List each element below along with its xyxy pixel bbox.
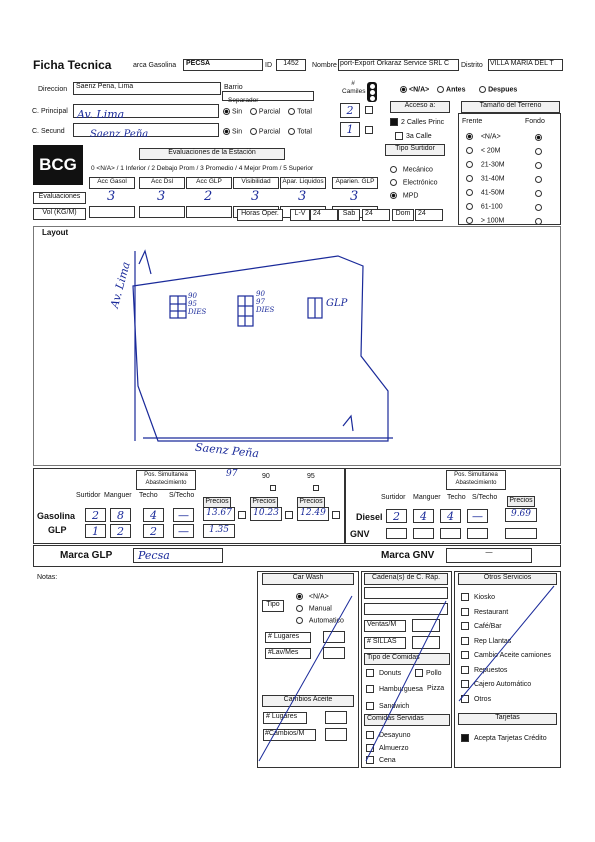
eval-col-header: Aparien. GLP: [332, 177, 378, 189]
carwash-lavmes-label: #Lav/Mes: [265, 648, 311, 659]
vol-field[interactable]: [139, 206, 185, 218]
glp-cell[interactable]: —: [173, 524, 194, 538]
c-secund-check[interactable]: [365, 126, 373, 134]
marca-gnv-field[interactable]: —: [446, 548, 532, 563]
notas-label: Notas:: [37, 574, 58, 581]
camiles-label: # Camiles: [342, 80, 366, 95]
traffic-light-icon: [367, 82, 377, 102]
precios-header: Precios: [203, 497, 231, 508]
eval-col-header: Visibilidad: [233, 177, 279, 189]
otros-item-label: Cajero Automático: [473, 680, 532, 688]
terreno-row[interactable]: [466, 161, 505, 168]
comida-hamburguesa[interactable]: Hamburguesa: [366, 685, 423, 693]
radio-sin[interactable]: [223, 108, 230, 115]
servida-almuerzo[interactable]: Almuerzo: [366, 744, 409, 752]
tipo-electronico[interactable]: Electrónico: [390, 179, 438, 186]
otros-strike: [454, 571, 559, 766]
eval-col-header: Acc GLP: [186, 177, 232, 189]
carwash-header: Car Wash: [262, 573, 354, 585]
otros-item-label: Repuestos: [473, 666, 508, 674]
diesel-col-header: S/Techo: [472, 494, 498, 501]
gasolina-precio[interactable]: 13.67: [203, 507, 235, 521]
grade-90: 90: [262, 473, 270, 480]
precios-header: Precios: [297, 497, 325, 508]
street-av-lima: Av. Lima: [108, 260, 133, 310]
radio-frente[interactable]: [466, 217, 473, 224]
arrow-north-1: [139, 251, 151, 274]
terreno-row[interactable]: [466, 133, 501, 140]
gnv-cell[interactable]: [440, 528, 461, 539]
c-principal-check[interactable]: [365, 106, 373, 114]
checkbox-3acalle[interactable]: [395, 132, 403, 140]
radio-total[interactable]: [288, 108, 295, 115]
gasolina-cell[interactable]: 4: [143, 508, 164, 522]
radio-frente[interactable]: [466, 175, 473, 182]
radio-frente[interactable]: [466, 203, 473, 210]
pump-2-labels: 90 97 DIES: [256, 290, 275, 314]
evaluaciones-header: Evaluaciones de la Estación: [139, 148, 285, 160]
gnv-cell[interactable]: [413, 528, 434, 539]
radio-fondo[interactable]: [535, 148, 542, 155]
layout-title: Layout: [42, 228, 69, 237]
cadena-header: Cadena(s) de C. Ráp.: [364, 573, 448, 585]
pos-sim-diesel: Pos. Simultanea Abastecimiento: [446, 470, 506, 490]
c-secund-field[interactable]: [73, 123, 219, 140]
comidas-servidas-header: Comidas Servidas: [364, 714, 450, 726]
gasolina-precio[interactable]: 12.49: [297, 507, 329, 521]
diesel-cell[interactable]: —: [467, 509, 488, 523]
radio-antes[interactable]: [437, 86, 444, 93]
marca-glp-field[interactable]: Pecsa: [133, 548, 223, 563]
radio-frente[interactable]: [466, 133, 473, 140]
ventas-label: Ventas/M: [364, 620, 406, 632]
terreno-option-label: > 100M: [480, 217, 505, 225]
direccion-field[interactable]: Saenz Pena, Lima: [73, 82, 221, 95]
servida-cena[interactable]: Cena: [366, 756, 396, 764]
acceso-header: Acceso a:: [390, 101, 450, 113]
eval-score[interactable]: 2: [204, 189, 213, 204]
eval-score[interactable]: 3: [298, 189, 307, 204]
dom-label: Dom: [392, 209, 414, 221]
fondo-label: Fondo: [525, 118, 545, 125]
radio-frente[interactable]: [466, 147, 473, 154]
terreno-option-label: 21-30M: [480, 161, 505, 169]
eval-score[interactable]: 3: [107, 189, 116, 204]
evaluaciones-scale: 0 <N/A> / 1 Inferior / 2 Debajo Prom / 3 Promedio / 4 Mejor Prom / 5 Superior: [91, 165, 314, 172]
otros-item-label: Café/Bar: [473, 622, 502, 630]
vol-label: Vol (KG/M): [33, 208, 86, 220]
gnv-label: GNV: [350, 529, 370, 539]
cambios-cambiosm-label: #Cambios/M: [263, 729, 316, 741]
terreno-row[interactable]: [466, 175, 505, 182]
terreno-option-label: 61-100: [480, 203, 503, 211]
otros-header: Otros Servicios: [458, 573, 557, 585]
gasolina-precio[interactable]: 10.23: [250, 507, 282, 521]
radio-frente[interactable]: [466, 189, 473, 196]
otros-item-label: Kiosko: [473, 593, 495, 601]
otros-item-label: Cambio Aceite camiones: [473, 651, 551, 659]
carwash-strike: [257, 571, 357, 766]
eval-score[interactable]: 3: [157, 189, 166, 204]
barrio-label: Barrio: [224, 84, 243, 91]
radio-parcial[interactable]: [250, 108, 257, 115]
carwash-option-label: <N/A>: [308, 593, 329, 601]
direccion-label: Direccion: [38, 86, 68, 93]
id-label: ID: [265, 62, 272, 69]
evaluaciones-label: Evaluaciones: [33, 192, 86, 204]
glp-label: GLP: [48, 525, 67, 535]
layout-sketch: [33, 226, 559, 464]
eval-score[interactable]: 3: [251, 189, 260, 204]
radio-electronico[interactable]: [390, 179, 397, 186]
comida-pizza[interactable]: Pizza: [427, 685, 445, 692]
otros-item-label: Otros: [473, 695, 492, 703]
glp-precio[interactable]: 1.35: [203, 524, 235, 538]
gasolina-cell[interactable]: —: [173, 508, 194, 522]
estacion-field[interactable]: PECSA: [183, 59, 263, 71]
arrow-corner: [343, 416, 353, 431]
grade-90-check[interactable]: [270, 485, 276, 491]
glp-cell[interactable]: 2: [143, 524, 164, 538]
radio-mpd[interactable]: [390, 192, 397, 199]
marca-gnv-label: Marca GNV: [381, 550, 435, 561]
radio-fondo[interactable]: [535, 218, 542, 225]
grade-95-check[interactable]: [313, 485, 319, 491]
c-principal-camiles[interactable]: 2: [340, 103, 360, 118]
radio-na[interactable]: [400, 86, 407, 93]
precio-check[interactable]: [285, 511, 293, 519]
gasolina-cell[interactable]: 8: [110, 508, 131, 522]
c-principal-separador[interactable]: Sin Parcial Total: [223, 108, 312, 115]
carwash-option-label: Manual: [308, 605, 332, 613]
carwash-option-label: Automatico: [308, 617, 344, 625]
diesel-col-header: Surtidor: [381, 494, 406, 501]
diesel-label: Diesel: [356, 512, 383, 522]
precios-header-diesel: Precios: [507, 496, 535, 507]
cadena-strike: [361, 571, 450, 766]
diesel-cell[interactable]: 2: [386, 509, 407, 523]
terreno-option-label: <N/A>: [480, 133, 501, 141]
radio-fondo[interactable]: [535, 176, 542, 183]
tipo-mecanico[interactable]: Mecánico: [390, 166, 433, 173]
radio-fondo[interactable]: [535, 134, 542, 141]
diesel-col-header: Manguer: [413, 494, 441, 501]
eval-score[interactable]: 3: [350, 189, 359, 204]
precio-check[interactable]: [332, 511, 340, 519]
precios-header: Precios: [250, 497, 278, 508]
c-secund-value: Saenz Peña: [90, 129, 149, 140]
gnv-precio[interactable]: [505, 528, 537, 539]
gnv-cell[interactable]: [386, 528, 407, 539]
radio-mecanico[interactable]: [390, 166, 397, 173]
grade-95: 95: [307, 473, 315, 480]
id-field[interactable]: 1452: [276, 59, 306, 71]
eval-col-header: Apar. Liquidos: [280, 177, 326, 189]
pos-sim-gas: Pos. Simultanea Abastecimiento: [136, 470, 196, 490]
vol-field[interactable]: [89, 206, 135, 218]
diesel-cell[interactable]: 4: [413, 509, 434, 523]
terreno-row[interactable]: [466, 203, 503, 210]
glp-cell[interactable]: 2: [110, 524, 131, 538]
otros-item-label: Restaurant: [473, 608, 509, 616]
terreno-header: Tamaño del Terreno: [461, 101, 560, 113]
radio-fondo[interactable]: [535, 190, 542, 197]
gas-col-header: Surtidor: [76, 492, 101, 499]
gas-col-header: Manguer: [104, 492, 132, 499]
tipo-mpd[interactable]: MPD: [390, 192, 418, 199]
vol-field[interactable]: [186, 206, 232, 218]
sab-field[interactable]: 24: [362, 209, 390, 221]
dom-field[interactable]: 24: [415, 209, 443, 221]
pump-3-label: GLP: [326, 298, 348, 309]
cambios-lugares-label: # Lugares: [263, 712, 307, 724]
carwash-tipo-label: Tipo: [262, 600, 284, 612]
cambios-header: Cambios Aceite: [262, 695, 354, 707]
c-principal-value: Av. Lima: [77, 108, 125, 121]
diesel-precio[interactable]: 9.69: [505, 508, 537, 522]
tipo-surtidor-header: Tipo Surtidor: [385, 144, 445, 156]
horas-label: Horas Oper.: [237, 209, 283, 221]
radio-despues[interactable]: [479, 86, 486, 93]
page-title: Ficha Tecnica: [33, 58, 112, 72]
otros-item-label: Rep Llantas: [473, 637, 512, 645]
gnv-cell[interactable]: [467, 528, 488, 539]
sab-label: Sab: [338, 209, 360, 221]
tipo-comidas-header: Tipo de Comidas: [364, 653, 450, 665]
c-principal-label: C. Principal: [32, 108, 68, 115]
radio-frente[interactable]: [466, 161, 473, 168]
gas-col-header: S/Techo: [169, 492, 195, 499]
nombre-field[interactable]: port-Export Orkaraz Service SRL C: [338, 59, 459, 71]
eval-col-header: Acc Dsl: [139, 177, 185, 189]
acceso-3acalle[interactable]: 3a Calle: [395, 132, 432, 140]
comida-pollo[interactable]: Pollo: [415, 669, 442, 677]
terreno-option-label: < 20M: [480, 147, 501, 155]
tarjetas-item[interactable]: Acepta Tarjetas Crédito: [461, 734, 547, 742]
diesel-cell[interactable]: 4: [440, 509, 461, 523]
checkbox-2calles[interactable]: [390, 118, 398, 126]
comida-donuts[interactable]: Donuts: [366, 669, 401, 677]
c-secund-camiles[interactable]: 1: [340, 122, 360, 137]
gasolina-label: Gasolina: [37, 511, 76, 521]
precio-check[interactable]: [238, 511, 246, 519]
grade-97: 97: [226, 469, 238, 479]
bcg-logo: BCG: [33, 145, 83, 185]
glp-cell[interactable]: 1: [85, 524, 106, 538]
comida-sandwich[interactable]: Sandwich: [366, 702, 409, 710]
c-secund-label: C. Secund: [32, 128, 65, 135]
c-secund-separador[interactable]: Sin Parcial Total: [223, 128, 312, 135]
lv-label: L-V: [290, 209, 310, 221]
separador-label: Separador: [228, 97, 259, 104]
radio-parcial-2[interactable]: [250, 128, 257, 135]
nombre-label: Nombre: [312, 62, 337, 69]
terreno-option-label: 31-40M: [480, 175, 505, 183]
terreno-option-label: 41-50M: [480, 189, 505, 197]
radio-sin-2[interactable]: [223, 128, 230, 135]
distrito-field[interactable]: VILLA MARIA DEL T: [488, 59, 563, 71]
diesel-col-header: Techo: [447, 494, 466, 501]
c-principal-field[interactable]: [73, 104, 219, 121]
pump-1-labels: 90 95 DIES: [188, 292, 207, 316]
servida-desayuno[interactable]: Desayuno: [366, 731, 410, 739]
gas-col-header: Techo: [139, 492, 158, 499]
estacion-label: arca Gasolina: [133, 62, 177, 69]
terreno-row[interactable]: [466, 217, 504, 224]
lv-field[interactable]: 24: [310, 209, 338, 221]
timing-radio-group[interactable]: <N/A> Antes Despues: [400, 86, 517, 93]
station-outline: [133, 256, 388, 441]
gasolina-cell[interactable]: 2: [85, 508, 106, 522]
terreno-row[interactable]: [466, 147, 501, 154]
radio-fondo[interactable]: [535, 162, 542, 169]
carwash-lugares-label: # Lugares: [265, 632, 311, 643]
eval-col-header: Acc Gasol: [89, 177, 135, 189]
radio-fondo[interactable]: [535, 204, 542, 211]
acceso-2calles[interactable]: 2 Calles Princ: [390, 118, 444, 126]
terreno-row[interactable]: [466, 189, 505, 196]
street-saenz-pena: Saenz Peña: [194, 440, 260, 461]
frente-label: Frente: [462, 118, 483, 125]
tarjetas-header: Tarjetas: [458, 713, 557, 725]
marca-glp-label: Marca GLP: [60, 550, 113, 561]
sillas-label: # SILLAS: [364, 637, 406, 649]
radio-total-2[interactable]: [288, 128, 295, 135]
distrito-label: Distrito: [461, 62, 483, 69]
